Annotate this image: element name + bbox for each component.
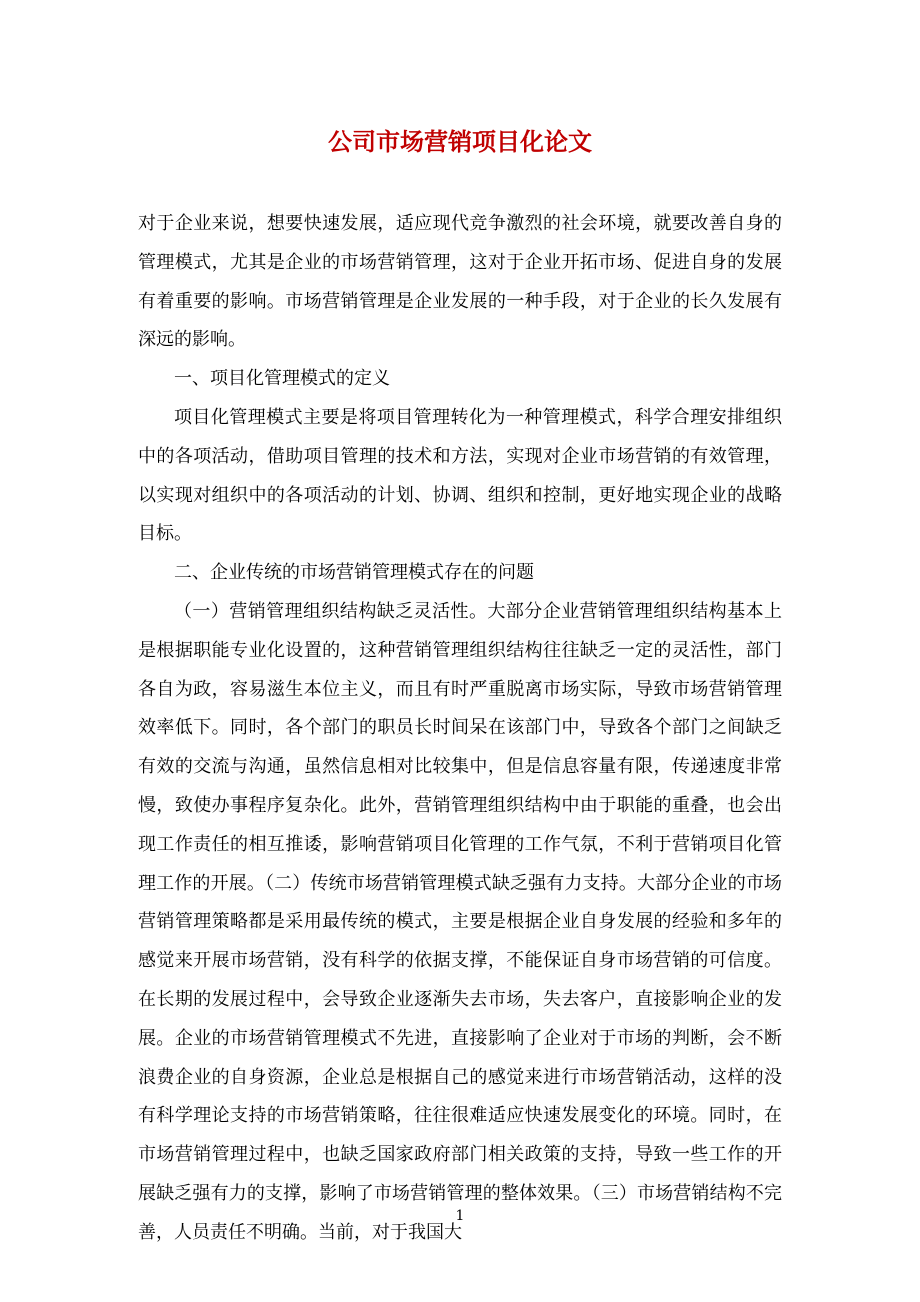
intro-paragraph: 对于企业来说，想要快速发展，适应现代竞争激烈的社会环境，就要改善自身的管理模式，尤其是企业的市场营销管理，这对于企业开拓市场、促进自身的发展有着重要的影响。市场营销管理是企业发展的一种手段，对于企业的长久发展有深远的影响。: [138, 213, 782, 351]
section-1-paragraph: 项目化管理模式主要是将项目管理转化为一种管理模式，科学合理安排组织中的各项活动，借助项目管理的技术和方法，实现对企业市场营销的有效管理，以实现对组织中的各项活动的计划、协调、组织和控制，更好地实现企业的战略目标。: [138, 406, 782, 545]
section-heading-1: 一、项目化管理模式的定义: [174, 368, 390, 390]
document-body: [138, 205, 782, 1253]
document-title: 公司市场营销项目化论文: [328, 127, 592, 156]
section-heading-2: 二、企业传统的市场营销管理模式存在的问题: [174, 562, 534, 584]
page-number: 1: [455, 1208, 465, 1224]
section-2-paragraph: （一）营销管理组织结构缺乏灵活性。大部分企业营销管理组织结构基本上是根据职能专业化设置的，这种营销管理组织结构往往缺乏一定的灵活性，部门各自为政，容易滋生本位主义，而且有时严重脱离市场实际，导致市场营销管理效率低下。同时，各个部门的职员长时间呆在该部门中，导致各个部门之间缺乏有效的交流与沟通，虽然信息相对比较集中，但是信息容量有限，传递速度非常慢，致使办事程序复杂化。此外，营销管理组织结构中由于职能的重叠，也会出现工作责任的相互推诿，影响营销项目化管理的工作气氛，不利于营销项目化管理工作的开展。（二）传统市场营销管理模式缺乏强有力支持。大部分企业的市场营销管理策略都是采用最传统的模式，主要是根据企业自身发展的经验和多年的感觉来开展市场营销，没有科学的依据支撑，不能保证自身市场营销的可信度。在长期的发展过程中，会导致企业逐渐失去市场，失去客户，直接影响企业的发展。企业的市场营销管理模式不先进，直接影响了企业对于市场的判断，会不断浪费企业的自身资源，企业总是根据自己的感觉来进行市场营销活动，这样的没有科学理论支持的市场营销策略，往往很难适应快速发展变化的环境。同时，在市场营销管理过程中，也缺乏国家政府部门相关政策的支持，导致一些工作的开展缺乏强有力的支撑，影响了市场营销管理的整体效果。（三）市场营销结构不完善，人员责任不明确。当前，对于我国大: [138, 600, 782, 1243]
